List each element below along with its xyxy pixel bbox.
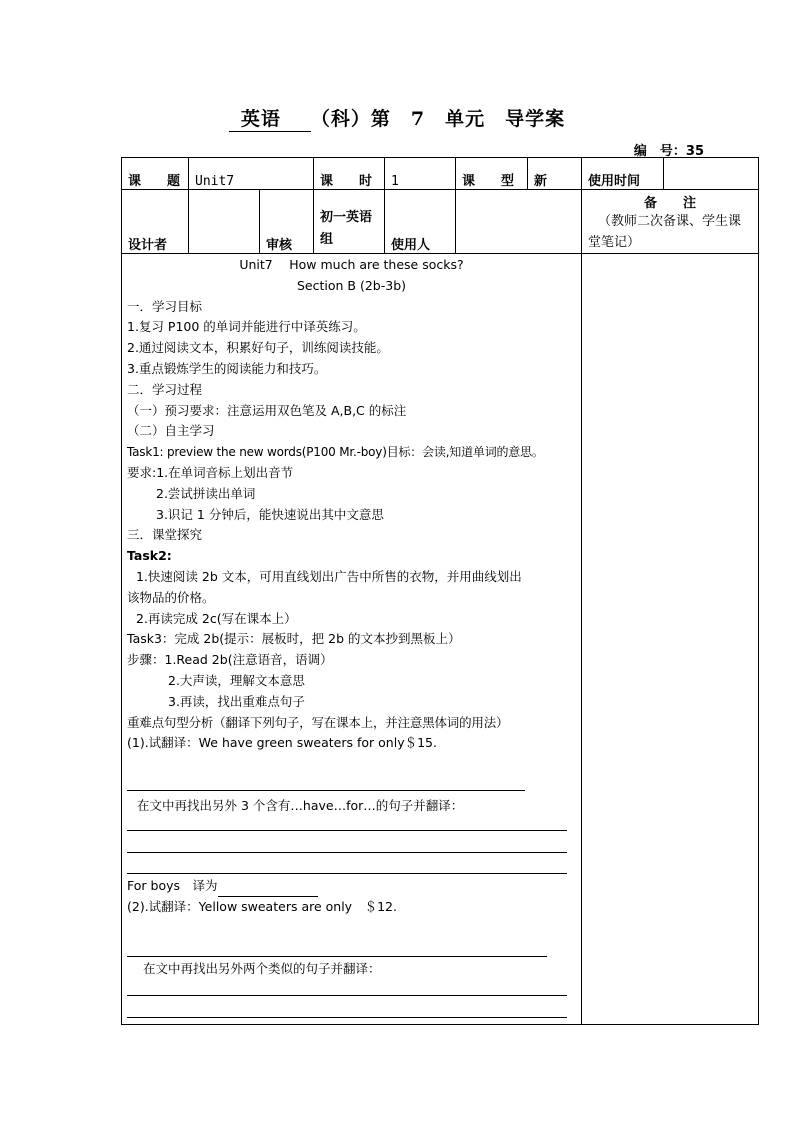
requirement-3: 3.识记 1 分钟后，能快速说出其中文意思	[156, 506, 384, 522]
answer-line-4[interactable]	[127, 873, 567, 874]
requirement-2: 2.尝试拼读出单词	[156, 485, 256, 501]
guide-table	[121, 157, 759, 1025]
task2-item2: 2.再读完成 2c(写在课本上）	[136, 610, 297, 626]
title-rest: （科）第 7 单元 导学案	[310, 108, 566, 130]
notes-desc: （教师二次备课、学生课堂笔记）	[588, 214, 742, 250]
answer-line-1[interactable]	[127, 790, 525, 791]
answer-line-6[interactable]	[127, 995, 567, 996]
requirement-1: 要求:1.在单词音标上划出音节	[127, 464, 294, 480]
user-value[interactable]	[456, 190, 582, 254]
designer-value[interactable]	[189, 190, 260, 254]
designer-label: 设计者	[122, 190, 189, 254]
lesson-content	[122, 255, 581, 1024]
notes-header	[582, 190, 759, 254]
topic-label: 课 题	[122, 158, 189, 190]
task2: Task2:	[127, 548, 172, 564]
for-boys	[122, 876, 318, 897]
step-1: 步骤：1.Read 2b(注意语音，语调）	[127, 652, 333, 668]
step-2: 2.大声读，理解文本意思	[168, 672, 305, 688]
task2-item1b: 该物品的价格。	[127, 589, 215, 605]
goals-heading: 一．学习目标	[127, 298, 203, 314]
hours-value: 1	[385, 158, 456, 190]
self-study-heading: （二）自主学习	[127, 423, 215, 439]
task3: Task3：完成 2b(提示：展板时，把 2b 的文本抄到黑板上）	[127, 631, 461, 647]
section-title: Section B (2b-3b)	[297, 277, 407, 293]
page-title	[0, 104, 794, 132]
user-label: 使用人	[385, 190, 456, 254]
answer-line-2[interactable]	[127, 830, 567, 831]
find-instruction-2: 在文中再找出另外两个类似的句子并翻译：	[143, 961, 381, 976]
time-label: 使用时间	[582, 158, 664, 190]
answer-line-7[interactable]	[127, 1017, 567, 1018]
unit-title: Unit7 How much are these socks?	[239, 257, 464, 272]
process-heading: 二．学习过程	[127, 381, 203, 397]
preview-requirement: （一）预习要求：注意运用双色笔及 A,B,C 的标注	[127, 402, 407, 418]
goal-2: 2.通过阅读文本，积累好句子，训练阅读技能。	[127, 340, 389, 356]
main-content-cell	[122, 254, 582, 1025]
notes-title: 备 注	[644, 196, 697, 211]
subject-name: 英语	[229, 104, 311, 132]
answer-line-5[interactable]	[127, 956, 547, 957]
hours-label: 课 时	[314, 158, 385, 190]
goal-3: 3.重点锻炼学生的阅读能力和技巧。	[127, 360, 327, 376]
time-value[interactable]	[664, 158, 759, 190]
notes-column[interactable]	[582, 254, 759, 1025]
translate-1: (1).试翻译：We have green sweaters for only＄15.	[127, 735, 437, 751]
task1: Task1: preview the new words(P100 Mr.-boy)目标：会读,知道单词的意思。	[127, 445, 544, 460]
group-value: 初一英语组	[314, 190, 385, 254]
serial-number: 编 号：35	[633, 144, 704, 159]
topic-value: Unit7	[189, 158, 314, 190]
type-label: 课 型	[456, 158, 528, 190]
class-heading: 三．课堂探究	[127, 527, 203, 543]
type-value: 新	[528, 158, 582, 190]
reviewer-label: 审核	[260, 190, 314, 254]
translate-2: (2).试翻译：Yellow sweaters are only ＄12.	[127, 899, 397, 914]
answer-line-3[interactable]	[127, 852, 567, 853]
task2-item1a: 1.快速阅读 2b 文本，可用直线划出广告中所售的衣物，并用曲线划出	[136, 568, 522, 584]
for-boys-blank[interactable]	[218, 883, 318, 897]
step-3: 3.再读，找出重难点句子	[168, 693, 305, 709]
for-boys-text: For boys 译为	[127, 878, 218, 893]
find-instruction-1: 在文中再找出另外 3 个含有…have…for…的句子并翻译：	[137, 798, 464, 813]
analysis-instruction: 重难点句型分析（翻译下列句子，写在课本上，并注意黑体词的用法）	[127, 714, 509, 730]
goal-1: 1.复习 P100 的单词并能进行中译英练习。	[127, 319, 366, 335]
